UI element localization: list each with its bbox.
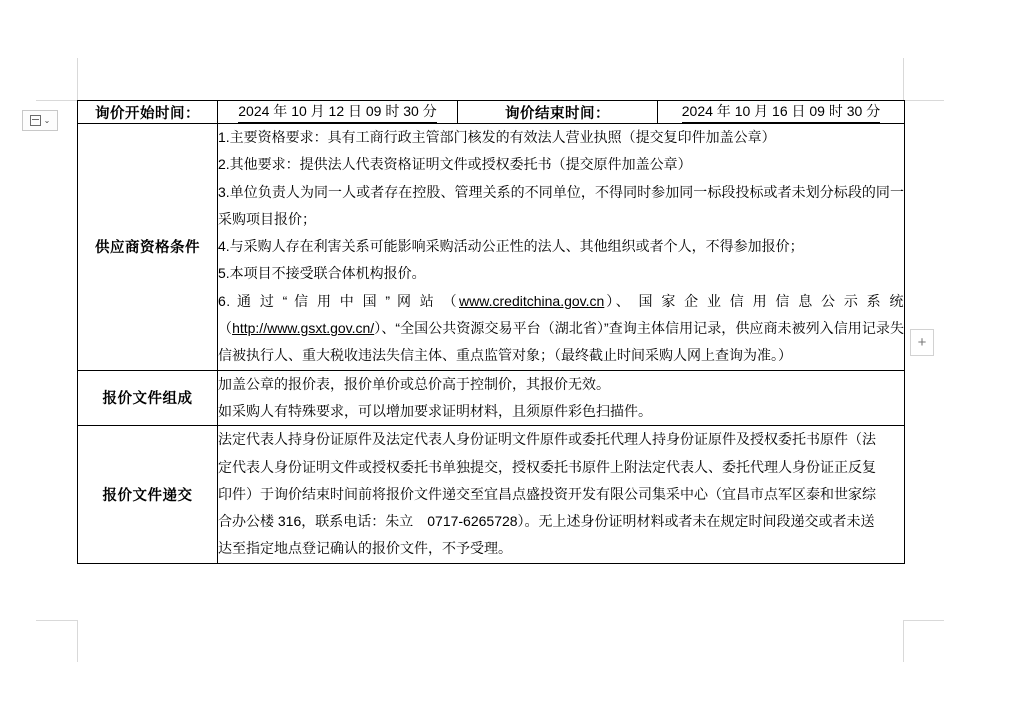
outline-toggle-button[interactable] [22, 110, 58, 131]
start-time-value [218, 101, 458, 124]
table-row-document-submission [78, 426, 905, 563]
row-content-document-composition [218, 370, 905, 426]
page-guide-bottom-left [36, 620, 77, 621]
qualification-line-2: 2.其他要求：提供法人代表资格证明文件或授权委托书（提交原件加盖公章） [218, 156, 692, 173]
start-time-label: 询价开始时间： [78, 101, 218, 124]
page-guide-right-bottom [903, 620, 904, 662]
chevron-down-icon: ⌄ [43, 115, 51, 125]
qualification-credit-paragraph [218, 288, 904, 370]
credit-text-part-3-pre: （ [218, 320, 233, 337]
gsxt-url[interactable]: http://www.gsxt.gov.cn/ [232, 320, 375, 337]
page-guide-left [77, 58, 78, 100]
row-label-document-composition: 报价文件组成 [78, 370, 218, 426]
row-content-document-submission [218, 426, 905, 563]
composition-line-2: 如采购人有特殊要求，可以增加要求证明材料，且须原件彩色扫描件。 [218, 402, 652, 419]
table-row-qualification [78, 124, 905, 371]
submission-line-4: 合办公楼 316，联系电话：朱立 0717-6265728）。无上述身份证明材料或者未在规定时间段递交或者未送 [218, 513, 875, 530]
table-row-times [78, 101, 905, 124]
row-label-document-submission: 报价文件递交 [78, 426, 218, 563]
outline-icon [30, 115, 41, 126]
end-time-label: 询价结束时间： [458, 101, 658, 124]
start-time-text: 2024 年 10 月 12 日 09 时 30 分 [238, 101, 436, 123]
submission-line-5: 达至指定地点登记确认的报价文件，不予受理。 [218, 540, 512, 557]
credit-text-part-2: ）、 国 家 企 业 信 用 信 息 公 示 系 统 [604, 292, 904, 309]
row-content-qualification [218, 124, 905, 371]
composition-line-1: 加盖公章的报价表，报价单价或总价高于控制价，其报价无效。 [218, 375, 610, 392]
credit-text-part-3-post: ）、“全国公共资源交易平台（湖北省）”查询主体信用记录，供应商未被列入 [374, 320, 834, 337]
page-guide-top-left [36, 100, 77, 101]
credit-text-part-4: 信用记录失信被执行人、重大税收违法失信主体、重点监管对象；（最终截止时间采购人网上查询为准。） [218, 320, 904, 364]
add-row-button[interactable]: + [910, 329, 934, 356]
table-row-document-composition [78, 370, 905, 426]
credit-text-part-1: 6. 通 过 “ 信 用 中 国 ” 网 站 （ [218, 292, 460, 309]
qualification-line-5: 5.本项目不接受联合体机构报价。 [218, 265, 426, 282]
end-time-value [658, 101, 905, 124]
end-time-text: 2024 年 10 月 16 日 09 时 30 分 [682, 101, 880, 123]
page-guide-right [903, 58, 904, 100]
submission-line-2: 定代表人身份证明文件或授权委托书单独提交，授权委托书原件上附法定代表人、委托代理人身份证正反复 [218, 458, 876, 475]
qualification-line-3: 3.单位负责人为同一人或者存在控股、管理关系的不同单位，不得同时参加同一标段投标或者未划分标段的同一采购项目报价； [218, 183, 904, 227]
qualification-line-1: 1.主要资格要求：具有工商行政主管部门核发的有效法人营业执照（提交复印件加盖公章） [218, 129, 776, 145]
creditchina-url[interactable]: www.creditchina.gov.cn [459, 292, 605, 309]
qualification-line-4: 4.与采购人存在利害关系可能影响采购活动公正性的法人、其他组织或者个人，不得参加报价； [218, 238, 804, 255]
submission-line-1: 法定代表人持身份证原件及法定代表人身份证明文件原件或委托代理人持身份证原件及授权委托书原件（法 [218, 431, 876, 448]
submission-line-3: 印件）于询价结束时间前将报价文件递交至宜昌点盛投资开发有限公司集采中心（宜昌市点军区泰和世家综 [218, 485, 876, 502]
page-guide-left-bottom [77, 620, 78, 662]
row-label-qualification: 供应商资格条件 [78, 124, 218, 371]
page-guide-bottom-right [903, 620, 944, 621]
inquiry-info-table [77, 100, 905, 564]
page-guide-top-right [903, 100, 944, 101]
